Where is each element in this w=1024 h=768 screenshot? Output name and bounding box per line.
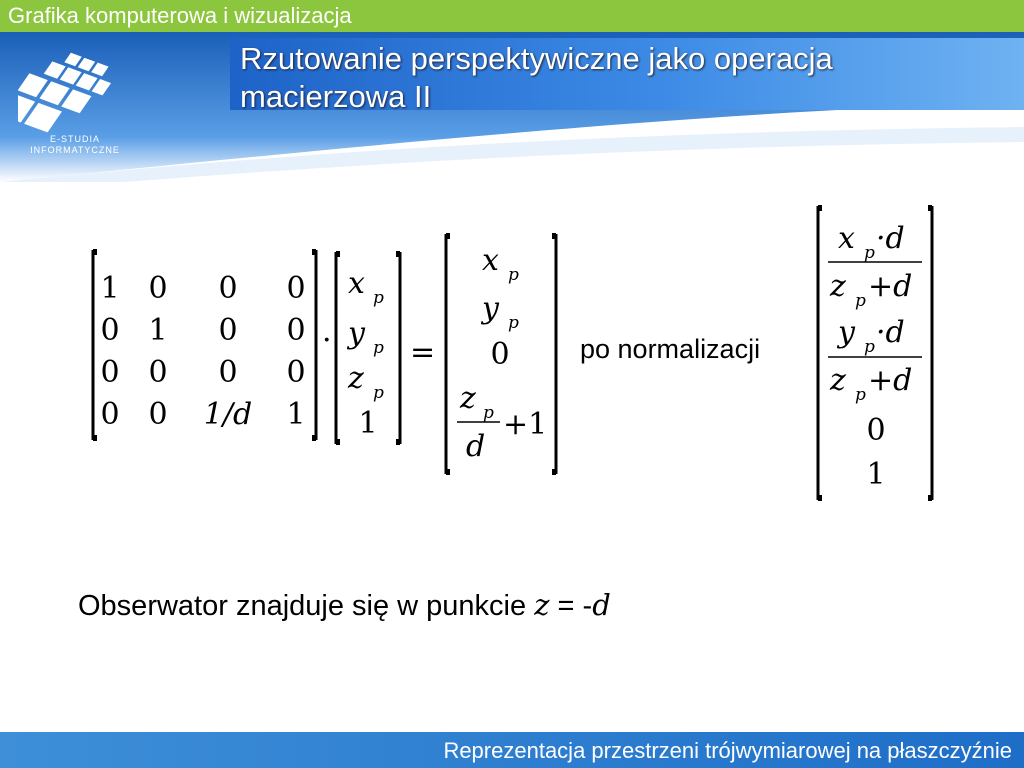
norm-z: z [830,269,846,304]
observer-sentence: Obserwator znajduje się w punkcie z = -d [78,588,611,622]
norm-x-sub: p [864,243,875,263]
vector-right-bracket [396,252,400,444]
vector-y: y [348,316,365,351]
vector-y-sub: p [373,338,384,358]
vector-z: z [348,361,364,396]
matrix-left-bracket [93,250,97,440]
matrix-cell: 0 [286,355,306,390]
matrix-cell: 0 [148,397,168,432]
result-y-sub: p [508,313,519,333]
norm-one: 1 [866,457,886,492]
matrix-cell: 0 [148,355,168,390]
result-right-bracket [552,234,556,474]
multiply-dot: · [322,323,332,358]
norm-x: x [838,221,855,256]
normalized-right-bracket [928,206,932,500]
course-title: Grafika komputerowa i wizualizacja [8,3,352,28]
result-y: y [482,291,499,326]
matrix-cell: 0 [218,355,238,390]
matrix-cell: 0 [100,355,120,390]
matrix-cell: 0 [286,313,306,348]
matrix-cell: 1 [148,313,168,348]
norm-y: y [838,315,855,350]
matrix-cell: 0 [100,397,120,432]
norm-z-sub: p [855,291,866,311]
vector-left-bracket [336,252,340,444]
equals-sign: = [410,335,436,370]
vector-x-sub: p [373,288,384,308]
matrix-cell: 0 [148,271,168,306]
logo-text: E-STUDIA INFORMATYCZNE [30,134,120,155]
norm-zero: 0 [866,413,886,448]
slide-title: Rzutowanie perspektywiczne jako operacja macierzowa II [240,41,833,114]
result-left-bracket [446,234,450,474]
normalized-left-bracket [818,206,822,500]
norm-plus-d: +d [868,269,913,304]
vector-w: 1 [358,406,378,441]
matrix-right-bracket [312,250,316,440]
result-x: x [482,243,499,278]
normalization-label: po normalizacji [580,334,761,364]
vector-z-sub: p [373,383,384,403]
result-x-sub: p [508,265,519,285]
matrix-cell: 1 [286,397,306,432]
subject-title: Reprezentacja przestrzeni trójwymiarowej na płaszczyźnie [443,738,1012,763]
matrix-cell: 0 [100,313,120,348]
norm-y-sub: p [864,337,875,357]
result-d: d [466,429,486,464]
matrix-cell: 1/d [203,397,253,432]
matrix-cell: 1 [100,271,120,306]
result-z-sub: p [483,403,494,423]
norm-plus-d2: +d [868,363,913,398]
norm-x-times-d: ·d [876,221,905,256]
result-z: z [460,381,476,416]
matrix-cell: 0 [218,313,238,348]
result-zero: 0 [490,337,510,372]
norm-z2: z [830,363,846,398]
norm-z2-sub: p [855,385,866,405]
vector-x: x [348,266,365,301]
result-plus-one: +1 [503,407,548,442]
norm-y-times-d: ·d [876,315,905,350]
matrix-cell: 0 [218,271,238,306]
matrix-cell: 0 [286,271,306,306]
